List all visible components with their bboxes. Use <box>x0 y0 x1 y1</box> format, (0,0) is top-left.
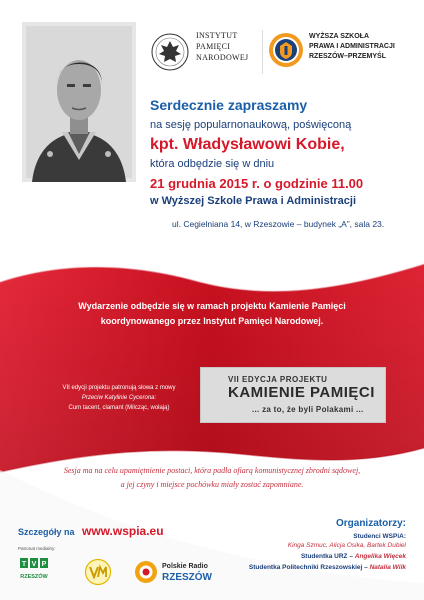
polskie-radio-line2: RZESZÓW <box>162 572 212 583</box>
tvp-logo-icon <box>18 558 54 584</box>
org-group2-name: Angelika Więcek <box>354 553 406 560</box>
event-date: 21 grudnia 2015 r. o godzinie 11.00 <box>150 176 364 191</box>
ipn-line1: INSTYTUT <box>196 31 238 40</box>
svg-text:P: P <box>41 561 47 568</box>
wspia-name <box>309 32 395 62</box>
greeting: Serdecznie zapraszamy <box>150 97 308 113</box>
patron-line3: Cum tacent, clamant (Milcząc, wołają) <box>68 405 170 411</box>
ipn-line3: NARODOWEJ <box>196 53 249 62</box>
banner-name: KAMIENIE PAMIĘCI <box>228 384 375 401</box>
tvp-label: RZESZÓW <box>20 574 48 580</box>
organizers <box>249 518 406 572</box>
ipn-line2: PAMIĘCI <box>196 42 231 51</box>
honoree-name: kpt. Władysławowi Kobie, <box>150 136 345 153</box>
wspia-line3: RZESZÓW–PRZEMYŚL <box>309 53 387 60</box>
session-line: na sesję popularnonaukową, poświęconą <box>150 119 352 131</box>
portrait-photo <box>22 22 136 182</box>
project-info <box>0 299 424 329</box>
ipn-name <box>196 30 248 63</box>
polskie-radio-icon <box>134 560 158 584</box>
wspia-line1: WYŻSZA SZKOŁA <box>309 33 370 40</box>
kamienie-pamieci-banner <box>200 367 386 423</box>
svg-text:V: V <box>31 561 37 568</box>
details-link-row <box>18 522 164 540</box>
event-address: ul. Cegielniana 14, w Rzeszowie – budynek „A”, sala 23. <box>172 219 385 229</box>
patron-line1: VII edycji projektu patronują słowa z mowy <box>62 385 176 391</box>
patron-line2: Przeciw Katylinie Cycerona: <box>81 395 157 401</box>
project-line2: koordynowanego przez Instytut Pamięci Narodowej. <box>100 316 324 326</box>
details-label: Szczegóły na <box>18 527 75 537</box>
media-patron-label: Patronat medialny: <box>18 546 56 551</box>
project-line1: Wydarzenie odbędzie się w ramach projektu Kamienie Pamięci <box>78 301 346 311</box>
session-purpose <box>0 464 424 492</box>
wspia-line2: PRAWA I ADMINISTRACJI <box>309 43 395 50</box>
banner-tagline: ... za to, że byli Polakami ... <box>252 405 364 414</box>
vm-radio-icon <box>84 558 112 586</box>
org-group1-label: Studenci WSPiA: <box>353 533 406 540</box>
org-group2-label: Studentka URZ – <box>300 553 355 560</box>
invitation <box>150 96 420 230</box>
patron-note <box>40 383 198 413</box>
details-url-link[interactable]: www.wspia.eu <box>81 524 164 538</box>
event-venue: w Wyższej Szkole Prawa i Administracji <box>150 195 357 207</box>
org-group3-name: Natalia Wilk <box>369 564 406 571</box>
svg-text:T: T <box>21 561 27 568</box>
polskie-radio-name <box>162 561 212 583</box>
sesja-line1: Sesja ma na celu upamiętnienie postaci, która padła ofiarą komunistycznej zbrodni sądowej, <box>63 466 361 475</box>
polskie-radio-line1: Polskie Radio <box>162 563 208 570</box>
banner-edition: VII EDYCJA PROJEKTU <box>228 375 328 384</box>
org-group1-names: Kinga Szmuc, Alicja Osika, Bartek Dubiel <box>287 542 406 549</box>
sesja-line2: a jej czyny i miejsce pochówku miały zostać zapomniane. <box>120 480 304 489</box>
ipn-eagle-icon <box>150 32 190 72</box>
when-line: która odbędzie się w dniu <box>150 158 275 170</box>
logo-divider <box>262 30 263 74</box>
organizers-title: Organizatorzy: <box>335 518 406 529</box>
wspia-crest-icon <box>267 31 305 69</box>
org-group3-label: Studentka Politechniki Rzeszowskiej – <box>248 564 370 571</box>
